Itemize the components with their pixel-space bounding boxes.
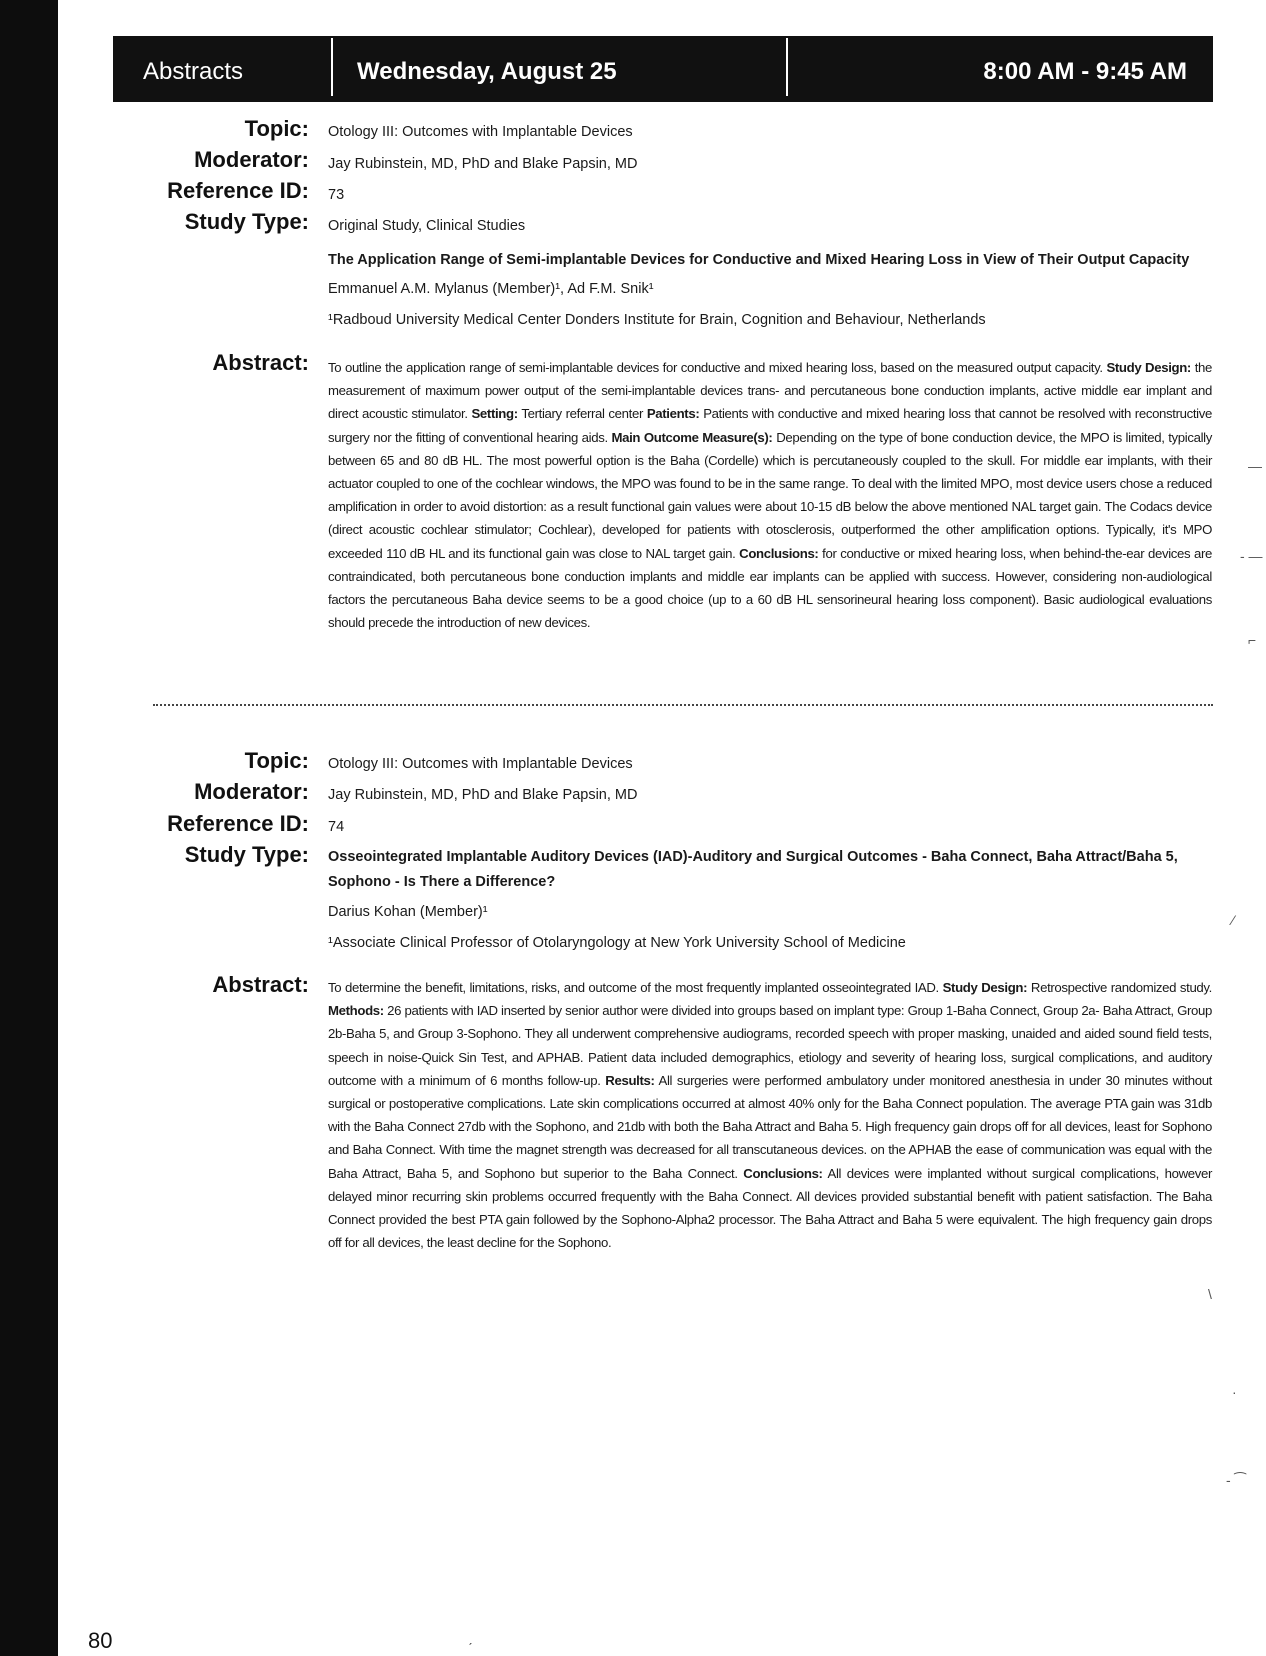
abstract-text: To outline the application range of semi-implantable devices for conductive and mixed hearing loss, based on the measured output capacity. bbox=[328, 360, 1107, 375]
abstract-heading: Methods: bbox=[328, 1003, 384, 1019]
abstract-label: Abstract: bbox=[212, 350, 309, 375]
reference-id-label: Reference ID: bbox=[167, 178, 309, 203]
scan-speck: · bbox=[1232, 1384, 1237, 1400]
header-divider bbox=[786, 38, 788, 96]
abstract-heading: Conclusions: bbox=[743, 1165, 823, 1181]
abstract-authors: Darius Kohan (Member)¹ bbox=[328, 904, 488, 920]
abstract-title: The Application Range of Semi-implantable Devices for Conductive and Mixed Hearing Loss in View of Their Output Capacity bbox=[328, 252, 1190, 268]
abstract-text: All surgeries were performed ambulatory under monitored anesthesia in under 30 minutes without surgical or postoperative complications. Late skin complications occurred at almost 40% only for the Baha Connect population. The average PTA gain was 31db with the Baha Connect 27db with the Sophono, and 21db with both the Baha Attract and Baha 5. High frequency gain drops off for all devices, least for Sophono and Baha Connect. With time the magnet strength was decreased for all transcutaneous devices. on the APHAB the ease of communication was equal with the Baha Attract, Baha 5, and Sophono but superior to the Baha Connect. bbox=[328, 1072, 1212, 1181]
abstract-title: Osseointegrated Implantable Auditory Devices (IAD)-Auditory and Surgical Outcomes - Baha Connect, Baha Attract/Baha 5, Sophono - Is There a Difference? bbox=[328, 849, 1178, 890]
abstract-text: Depending on the type of bone conduction device, the MPO is limited, typically between 65 and 80 dB HL. The most powerful option is the Baha (Cordelle) which is percutaneously coupled to the skull. For middle ear implants, with their actuator coupled to one of the cochlear windows, the MPO was found to be in the same range. To deal with the limited MPO, most device users chose a reduced amplification in order to avoid distortion: as a result functional gain values were about 10-15 dB below the above mentioned NAL target gain. The Codacs device (direct acoustic cochlear stimulator; Cochlear), developed for patients with otosclerosis, outperformed the other amplification options. Typically, it's MPO exceeded 110 dB HL and its functional gain was close to NAL target gain. bbox=[328, 429, 1212, 561]
reference-id-value: 74 bbox=[328, 819, 345, 835]
section-divider bbox=[153, 704, 1213, 706]
abstract-heading: Main Outcome Measure(s): bbox=[611, 429, 773, 445]
scan-speck: — bbox=[1248, 458, 1262, 474]
scan-speck: ˊ bbox=[468, 1640, 473, 1656]
topic-value: Otology III: Outcomes with Implantable Devices bbox=[328, 124, 633, 140]
abstract-heading: Conclusions: bbox=[739, 545, 819, 561]
abstract-authors: Emmanuel A.M. Mylanus (Member)¹, Ad F.M. Snik¹ bbox=[328, 281, 654, 297]
abstract-heading: Results: bbox=[605, 1072, 655, 1088]
study-type-label: Study Type: bbox=[184, 842, 309, 867]
reference-id-label: Reference ID: bbox=[167, 811, 309, 836]
abstract-affiliation: ¹Associate Clinical Professor of Otolaryngology at New York University School of Medicine bbox=[328, 935, 906, 951]
topic-label: Topic: bbox=[244, 116, 309, 141]
study-type-value: Original Study, Clinical Studies bbox=[328, 218, 526, 234]
moderator-value: Jay Rubinstein, MD, PhD and Blake Papsin, MD bbox=[328, 156, 638, 172]
scan-speck: \ bbox=[1208, 1286, 1212, 1302]
page-header bbox=[113, 36, 1213, 102]
scan-binding-edge bbox=[0, 0, 58, 1656]
abstract-heading: Setting: bbox=[471, 406, 518, 422]
abstract-text: To determine the benefit, limitations, risks, and outcome of the most frequently implanted osseointegrated IAD. bbox=[328, 980, 943, 995]
abstract-text: the measurement of maximum power output of the semi-implantable devices trans- and percutaneous bone conduction implants, active middle ear implant and direct acoustic stimulator. bbox=[328, 360, 1212, 422]
header-section-title: Abstracts bbox=[143, 58, 244, 85]
reference-id-value: 73 bbox=[328, 187, 345, 203]
abstract-label: Abstract: bbox=[212, 972, 309, 997]
abstract-text: 26 patients with IAD inserted by senior author were divided into groups based on implant type: Group 1-Baha Connect, Group 2a- Baha Attract, Group 2b-Baha 5, and Group 3-Sophono. They all underwent comprehensive audiograms, recorded speech with proper masking, unaided and aided sound field tests, speech in noise-Quick Sin Test, and APHAB. Patient data included demographics, etiology and severity of hearing loss, surgical complications, and auditory outcome with a minimum of 6 months follow-up. bbox=[328, 1003, 1212, 1088]
scan-speck: ⁄ bbox=[1232, 912, 1235, 928]
abstract-body bbox=[328, 356, 1212, 634]
header-divider bbox=[331, 38, 333, 96]
abstract-body bbox=[328, 976, 1212, 1254]
topic-value: Otology III: Outcomes with Implantable Devices bbox=[328, 756, 633, 772]
header-time: 8:00 AM - 9:45 AM bbox=[983, 58, 1187, 85]
scan-speck: - — bbox=[1240, 548, 1263, 564]
abstract-text: Patients with conductive and mixed hearing loss that cannot be resolved with reconstructive surgery nor the fitting of conventional hearing aids. bbox=[328, 406, 1212, 445]
abstract-text: for conductive or mixed hearing loss, when behind-the-ear devices are contraindicated, both percutaneous bone conduction implants and middle ear implants can be applied with success. However, considering non-audiological factors the percutaneous Baha device seems to be a good choice (up to a 60 dB HL sensorineural hearing loss component). Basic audiological evaluations should precede the introduction of new devices. bbox=[328, 545, 1212, 631]
page-number: 80 bbox=[88, 1628, 113, 1653]
moderator-label: Moderator: bbox=[194, 147, 309, 172]
moderator-label: Moderator: bbox=[194, 779, 309, 804]
abstract-heading: Patients: bbox=[646, 406, 700, 422]
abstract-heading: Study Design: bbox=[942, 980, 1028, 995]
scan-speck: - ⁀ bbox=[1226, 1472, 1246, 1488]
study-type-label: Study Type: bbox=[184, 209, 309, 234]
moderator-value: Jay Rubinstein, MD, PhD and Blake Papsin, MD bbox=[328, 787, 638, 803]
abstract-text: Retrospective randomized study. bbox=[1027, 980, 1212, 995]
abstract-heading: Study Design: bbox=[1106, 360, 1191, 375]
topic-label: Topic: bbox=[244, 748, 309, 773]
header-date: Wednesday, August 25 bbox=[357, 58, 617, 85]
abstract-text: All devices were implanted without surgical complications, however delayed minor recurring skin problems occurred frequently with the Baha Connect. All devices provided substantial benefit with patient satisfaction. The Baha Connect provided the best PTA gain followed by the Sophono-Alpha2 processor. The Baha Attract and Baha 5 were equivalent. The high frequency gain drops off for all devices, the least decline for the Sophono. bbox=[328, 1165, 1212, 1251]
scan-speck: ⌐ bbox=[1248, 632, 1257, 648]
abstract-affiliation: ¹Radboud University Medical Center Donders Institute for Brain, Cognition and Behaviour, Netherlands bbox=[328, 312, 986, 328]
abstract-text: Tertiary referral center bbox=[517, 406, 647, 422]
